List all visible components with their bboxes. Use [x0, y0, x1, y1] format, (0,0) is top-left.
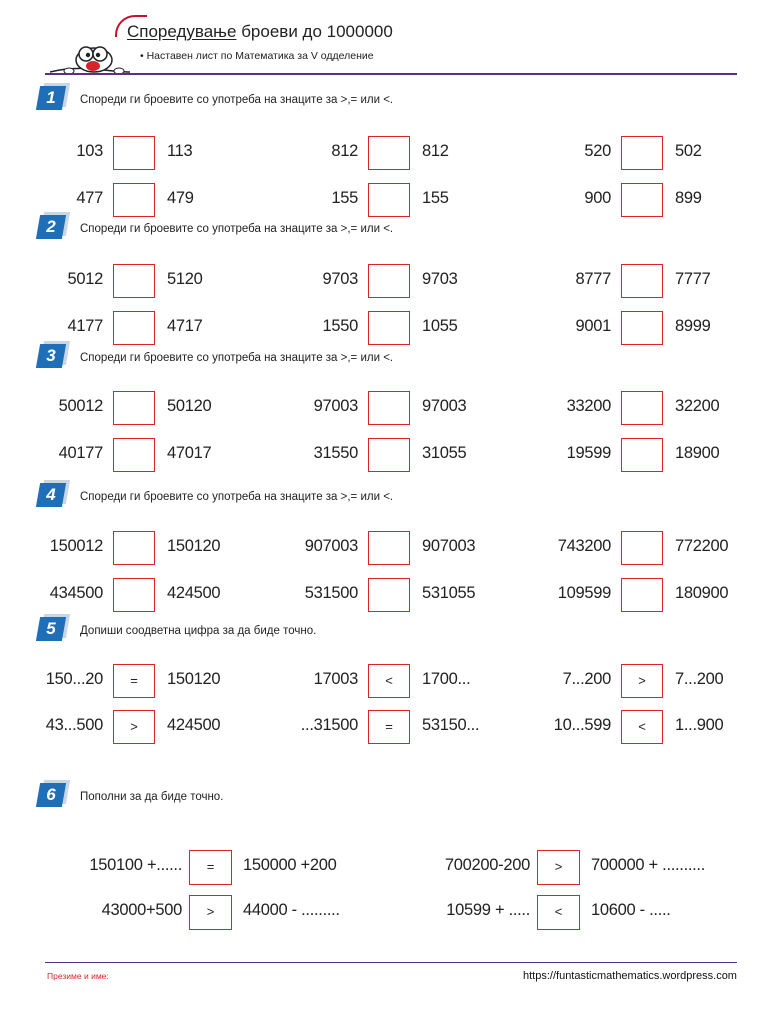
left-number: 7...200 — [562, 670, 611, 688]
section-number: 5 — [46, 619, 56, 638]
section-number: 6 — [46, 785, 56, 804]
section-instruction: Спореди ги броевите со употреба на знаците за >,= или <. — [80, 491, 394, 503]
cartoon-mascot-icon — [44, 36, 134, 78]
right-number: 700000 + .......... — [591, 856, 706, 874]
answer-box[interactable] — [368, 183, 410, 217]
left-number: 812 — [331, 142, 358, 160]
answer-box[interactable] — [621, 311, 663, 345]
answer-box[interactable] — [113, 438, 155, 472]
left-number: 8777 — [575, 270, 611, 288]
right-number: 9703 — [422, 270, 458, 288]
left-number: 155 — [331, 189, 358, 207]
right-number: 502 — [675, 142, 702, 160]
left-number: 33200 — [566, 397, 611, 415]
section-number: 3 — [46, 346, 56, 365]
left-number: ...31500 — [300, 716, 358, 734]
section-number: 2 — [46, 217, 56, 236]
right-number: 7...200 — [675, 670, 724, 688]
answer-box[interactable]: < — [368, 664, 410, 698]
left-number: 900 — [584, 189, 611, 207]
answer-box[interactable] — [368, 136, 410, 170]
left-number: 1550 — [322, 317, 358, 335]
left-number: 907003 — [304, 537, 358, 555]
right-number: 1...900 — [675, 716, 724, 734]
right-number: 531055 — [422, 584, 476, 602]
left-number: 17003 — [313, 670, 358, 688]
name-label: Презиме и име: — [47, 971, 109, 981]
answer-box[interactable]: = — [368, 710, 410, 744]
answer-box[interactable] — [113, 264, 155, 298]
title-rest: броеви до 1000000 — [236, 22, 393, 41]
left-number: 10599 + ..... — [446, 901, 530, 919]
answer-box[interactable]: > — [537, 850, 580, 885]
right-number: 44000 - ......... — [243, 901, 340, 919]
right-number: 113 — [167, 142, 193, 160]
answer-box[interactable] — [368, 264, 410, 298]
answer-box[interactable]: = — [113, 664, 155, 698]
section-number: 4 — [46, 485, 56, 504]
right-number: 150120 — [167, 670, 221, 688]
left-number: 97003 — [313, 397, 358, 415]
left-number: 4177 — [67, 317, 103, 335]
section-number: 1 — [46, 88, 56, 107]
answer-box[interactable] — [368, 311, 410, 345]
answer-box[interactable]: = — [189, 850, 232, 885]
left-number: 5012 — [67, 270, 103, 288]
section-instruction: Допиши соодветна цифра за да биде точно. — [80, 625, 317, 637]
answer-box[interactable] — [621, 183, 663, 217]
answer-box[interactable]: > — [189, 895, 232, 930]
answer-box[interactable]: < — [537, 895, 580, 930]
right-number: 97003 — [422, 397, 467, 415]
answer-box[interactable] — [113, 578, 155, 612]
left-number: 43...500 — [45, 716, 103, 734]
right-number: 150000 +200 — [243, 856, 337, 874]
left-number: 10...599 — [553, 716, 611, 734]
right-number: 8999 — [675, 317, 711, 335]
right-number: 7777 — [675, 270, 711, 288]
answer-box[interactable] — [621, 264, 663, 298]
left-number: 150012 — [49, 537, 103, 555]
right-number: 31055 — [422, 444, 467, 462]
right-number: 47017 — [167, 444, 212, 462]
right-number: 812 — [422, 142, 449, 160]
subtitle: • Наставен лист по Математика за V одделение — [140, 50, 374, 62]
right-number: 424500 — [167, 584, 221, 602]
answer-box[interactable] — [113, 311, 155, 345]
left-number: 43000+500 — [101, 901, 182, 919]
left-number: 9001 — [575, 317, 611, 335]
right-number: 424500 — [167, 716, 221, 734]
right-number: 155 — [422, 189, 449, 207]
title-underlined: Споредување — [127, 22, 237, 41]
right-number: 53150... — [422, 716, 480, 734]
right-number: 5120 — [167, 270, 203, 288]
left-number: 40177 — [58, 444, 103, 462]
answer-box[interactable] — [113, 531, 155, 565]
answer-box[interactable]: > — [113, 710, 155, 744]
answer-box[interactable]: < — [621, 710, 663, 744]
left-number: 743200 — [557, 537, 611, 555]
right-number: 18900 — [675, 444, 720, 462]
answer-box[interactable] — [621, 438, 663, 472]
footer-url[interactable]: https://funtasticmathematics.wordpress.com — [523, 970, 737, 982]
right-number: 899 — [675, 189, 702, 207]
answer-box[interactable]: > — [621, 664, 663, 698]
answer-box[interactable] — [621, 136, 663, 170]
footer-divider — [45, 962, 737, 963]
left-number: 31550 — [313, 444, 358, 462]
answer-box[interactable] — [113, 183, 155, 217]
left-number: 700200-200 — [444, 856, 530, 874]
left-number: 19599 — [566, 444, 611, 462]
right-number: 1700... — [422, 670, 471, 688]
left-number: 103 — [76, 142, 103, 160]
answer-box[interactable] — [621, 391, 663, 425]
right-number: 10600 - ..... — [591, 901, 671, 919]
right-number: 32200 — [675, 397, 720, 415]
section-instruction: Пополни за да биде точно. — [80, 791, 224, 803]
left-number: 50012 — [58, 397, 103, 415]
section-instruction: Спореди ги броевите со употреба на знаците за >,= или <. — [80, 223, 394, 235]
page-title — [127, 22, 393, 42]
answer-box[interactable] — [621, 531, 663, 565]
answer-box[interactable] — [368, 438, 410, 472]
section-instruction: Спореди ги броевите со употреба на знаците за >,= или <. — [80, 352, 394, 364]
right-number: 4717 — [167, 317, 203, 335]
answer-box[interactable] — [621, 578, 663, 612]
right-number: 1055 — [422, 317, 458, 335]
answer-box[interactable] — [368, 391, 410, 425]
left-number: 434500 — [49, 584, 103, 602]
answer-box[interactable] — [368, 531, 410, 565]
right-number: 907003 — [422, 537, 476, 555]
right-number: 479 — [167, 189, 194, 207]
left-number: 531500 — [304, 584, 358, 602]
answer-box[interactable] — [368, 578, 410, 612]
answer-box[interactable] — [113, 136, 155, 170]
header-divider — [45, 73, 737, 75]
right-number: 150120 — [167, 537, 221, 555]
left-number: 150100 +...... — [89, 856, 182, 874]
right-number: 772200 — [675, 537, 729, 555]
answer-box[interactable] — [113, 391, 155, 425]
section-instruction: Спореди ги броевите со употреба на знаците за >,= или <. — [80, 94, 394, 106]
left-number: 520 — [584, 142, 611, 160]
right-number: 180900 — [675, 584, 729, 602]
left-number: 477 — [76, 189, 103, 207]
left-number: 109599 — [557, 584, 611, 602]
left-number: 150...20 — [45, 670, 103, 688]
left-number: 9703 — [322, 270, 358, 288]
right-number: 50120 — [167, 397, 212, 415]
